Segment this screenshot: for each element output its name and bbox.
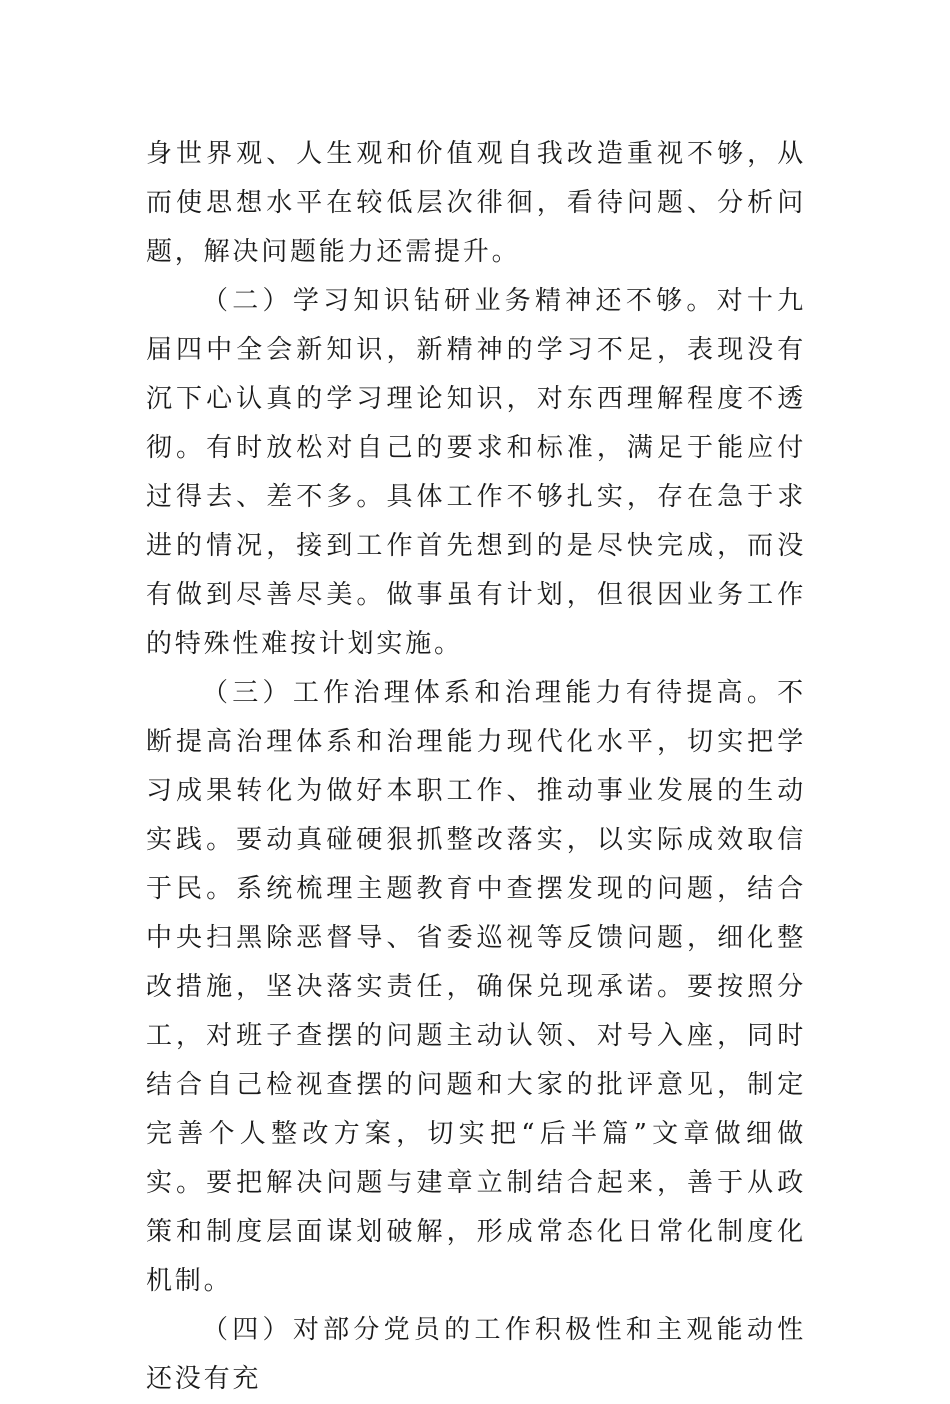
document-body <box>146 130 806 1404</box>
paragraph-section-2: （二）学习知识钻研业务精神还不够。对十九届四中全会新知识，新精神的学习不足，表现没有沉下心认真的学习理论知识，对东西理解程度不透彻。有时放松对自己的要求和标准，满足于能应付过得去、差不多。具体工作不够扎实，存在急于求进的情况，接到工作首先想到的是尽快完成，而没有做到尽善尽美。做事虽有计划，但很因业务工作的特殊性难按计划实施。 <box>146 286 806 659</box>
paragraph-continuation: 身世界观、人生观和价值观自我改造重视不够，从而使思想水平在较低层次徘徊，看待问题、分析问题，解决问题能力还需提升。 <box>146 139 806 267</box>
paragraph-section-3: （三）工作治理体系和治理能力有待提高。不断提高治理体系和治理能力现代化水平，切实把学习成果转化为做好本职工作、推动事业发展的生动实践。要动真碰硬狠抓整改落实，以实际成效取信于民。系统梳理主题教育中查摆发现的问题，结合中央扫黑除恶督导、省委巡视等反馈问题，细化整改措施，坚决落实责任，确保兑现承诺。要按照分工，对班子查摆的问题主动认领、对号入座，同时结合自己检视查摆的问题和大家的批评意见，制定完善个人整改方案，切实把“后半篇”文章做细做实。要把解决问题与建章立制结合起来，善于从政策和制度层面谋划破解，形成常态化日常化制度化机制。 <box>146 678 806 1296</box>
paragraph-section-4: （四）对部分党员的工作积极性和主观能动性还没有充 <box>146 1315 806 1394</box>
